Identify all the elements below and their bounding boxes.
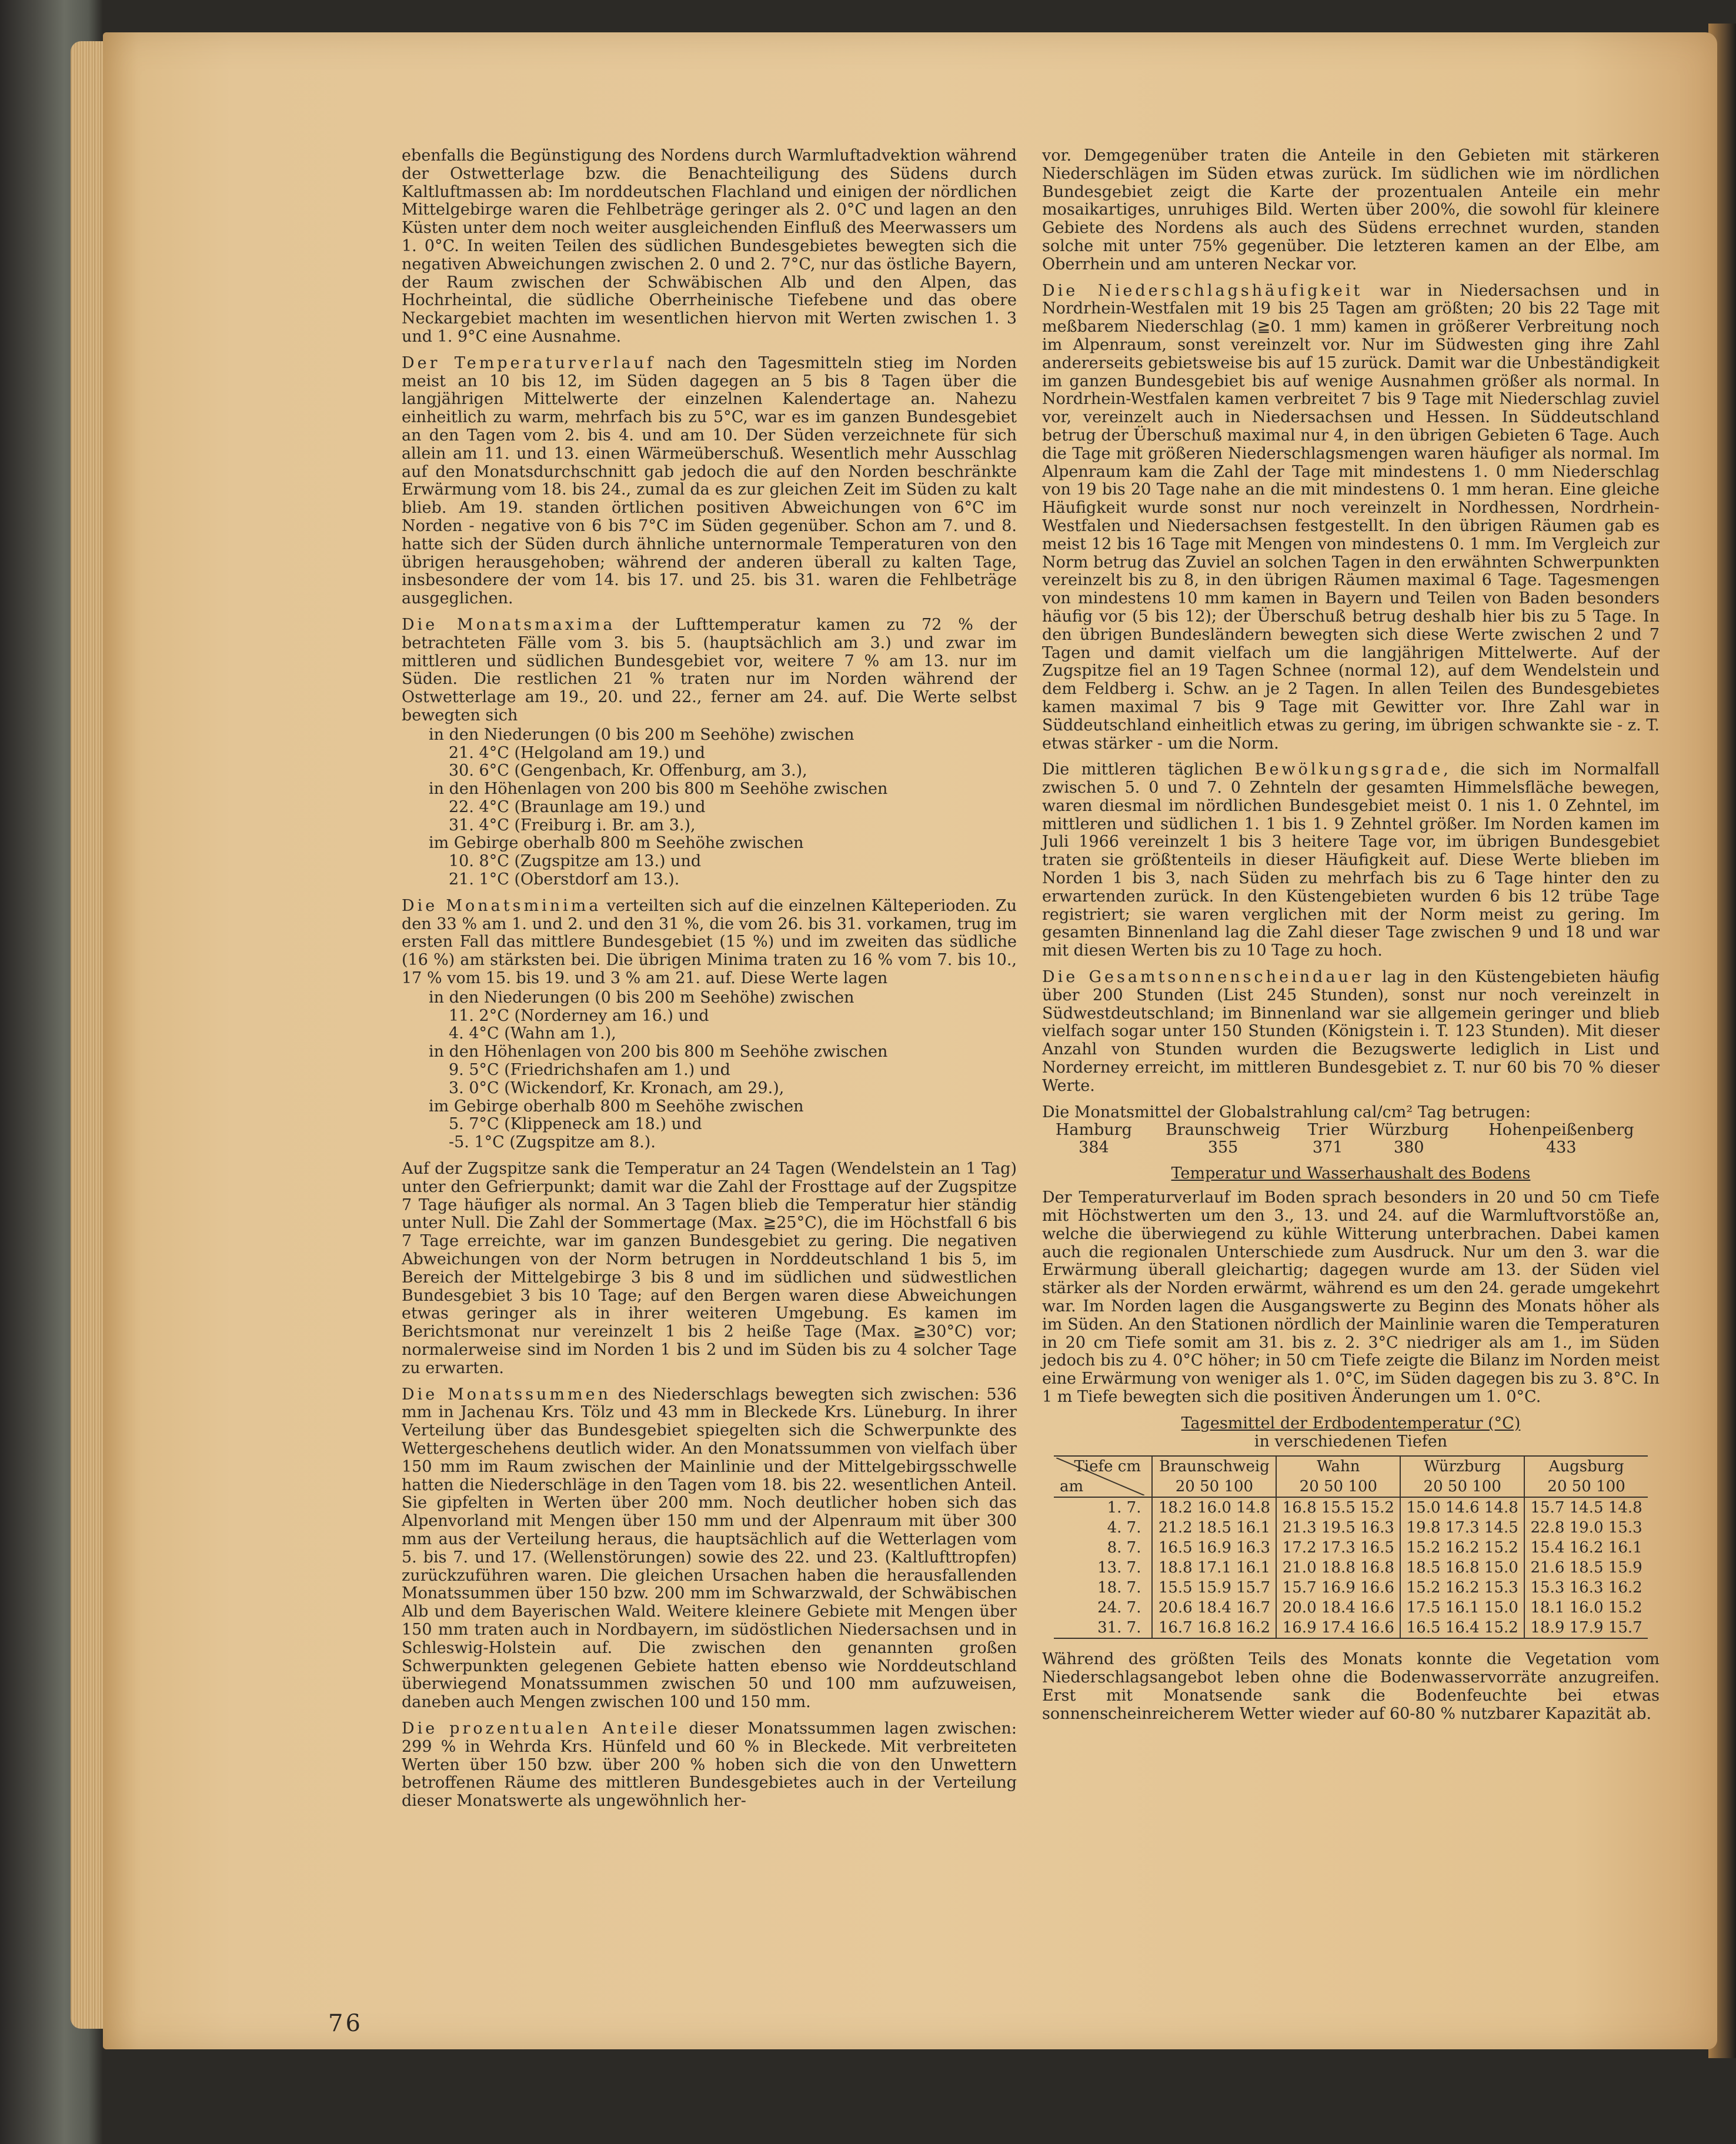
corner-label-date: am — [1060, 1478, 1084, 1496]
list-item: 5. 7°C (Klippeneck am 18.) und — [449, 1115, 702, 1134]
value-cell: 15.5 15.9 15.7 — [1152, 1578, 1276, 1598]
paragraph-monatsminima — [402, 897, 1017, 988]
value-cell: 21.0 18.8 16.8 — [1276, 1558, 1400, 1578]
list-item: 4. 4°C (Wahn am 1.), — [449, 1024, 616, 1043]
table-row — [1054, 1518, 1648, 1538]
table-row — [1054, 1497, 1648, 1518]
value-cell: 15.0 14.6 14.8 — [1400, 1497, 1524, 1518]
table-title: Tagesmittel der Erdbodentemperatur (°C) — [1181, 1414, 1521, 1432]
keyword-monatsmaxima: Die Monatsmaxima — [402, 615, 616, 634]
value-cell: 21.6 18.5 15.9 — [1524, 1558, 1648, 1578]
paragraph-vegetation: Während des größten Teils des Monats konnte die Vegetation vom Niederschlagsangebot leben ohne die Bodenwasservorräte anzugreifen. Erst mit Monatsende sank die Bodenfeuchte bei etwas sonnenscheinreicherem Wetter wieder auf 60-80 % nutzbarer Kapazität ab. — [1042, 1650, 1660, 1723]
station-value: 380 — [1394, 1138, 1424, 1157]
paragraph-bodentemperatur: Der Temperaturverlauf im Boden sprach besonders in 20 und 50 cm Tiefe mit Höchstwerten um den 3., 13. und 24. auf die Warmluftvorstöße an, welche die überwiegend zu kühle Witterung unterbrachen. Dabei kamen auch die regionalen Unterschiede zum Ausdruck. Nur um den 3. war die Erwärmung überall gleichartig; dagegen wurde am 13. der Süden viel stärker als der Norden erwärmt, während es um den 24. gerade umgekehrt war. Im Norden lagen die Ausgangswerte zu Beginn des Monats höher als im Süden. An den Stationen nördlich der Mainlinie waren die Temperaturen in 20 cm Tiefe somit am 31. bis z. 2. 3°C niedriger als am 1., im Süden jedoch bis zu 4. 0°C höher; in 50 cm Tiefe zeigte die Bilanz im Norden meist eine Erwärmung von weniger als 1. 0°C, im Süden dagegen bis zu 3. 8°C. In 1 m Tiefe bewegten sich die positiven Änderungen um 1. 0°C. — [1042, 1188, 1660, 1406]
date-cell: 31. 7. — [1054, 1618, 1152, 1638]
paragraph-text: der Lufttemperatur kamen zu 72 % der betrachteten Fälle vom 3. bis 5. (hauptsächlich am 3.) und zwar im mittleren und südlichen Bundesgebiet vor, weitere 7 % am 13. nur im Süden. Die restlichen 21 % traten nur im Norden während der Ostwetterlage am 19., 20. und 22., ferner am 24. auf. Die Werte selbst bewegten sich — [402, 615, 1017, 724]
paragraph-frosttage: Auf der Zugspitze sank die Temperatur an 24 Tagen (Wendelstein an 1 Tag) unter den Gefrierpunkt; damit war die Zahl der Frosttage auf der Zugspitze 7 Tage häufiger als normal. An 3 Tagen blieb die Temperatur hier ständig unter Null. Die Zahl der Sommertage (Max. ≧25°C), die im Höchstfall 6 bis 7 Tage erreichte, war im ganzen Bundesgebiet zu gering. Die negativen Abweichungen von der Norm betrugen in Norddeutschland 1 bis 5, im Bereich der Mittelgebirge 3 bis 8 und im südlichen und südwestlichen Bundesgebiet 3 bis 10 Tage; auf den Bergen waren diese Abweichungen etwas geringer als in ihrer weiteren Umgebung. Es kamen im Berichtsmonat nur vereinzelt 1 bis 2 heiße Tage (Max. ≧30°C) vor; normalerweise sind im Norden 1 bis 2 und im Süden bis zu 4 solcher Tage zu erwarten. — [402, 1160, 1017, 1377]
station-name: Würzburg — [1368, 1121, 1449, 1140]
minima-list — [402, 989, 1017, 1152]
paragraph-continuation: vor. Demgegenüber traten die Anteile in den Gebieten mit stärkeren Niederschlägen im Süden etwas zurück. Im südlichen wie im nördlichen Bundesgebiet zeigt die Karte der prozentualen Anteile ein mehr mosaikartiges, unruhiges Bild. Werten über 200%, die sowohl für kleinere Gebiete des Nordens als auch des Südens errechnet wurden, standen solche mit unter 75% gegenüber. Die letzteren kamen an der Elbe, am Oberrhein und am unteren Neckar vor. — [1042, 146, 1660, 273]
value-cell: 18.2 16.0 14.8 — [1152, 1497, 1276, 1518]
value-cell: 15.7 14.5 14.8 — [1524, 1497, 1648, 1518]
date-cell: 1. 7. — [1107, 1499, 1141, 1517]
paragraph-text: verteilten sich auf die einzelnen Kälteperioden. Zu den 33 % am 1. und 2. und den 31 %, die vom 26. bis 31. vorkamen, trug im ersten Fall das mittlere Bundesgebiet (15 %) und im zweiten das südliche (16 %) am stärksten bei. Die übrigen Minima traten zu 16 % vom 7. bis 10., 17 % vom 15. bis 19. und 3 % am 21. auf. Diese Werte lagen — [402, 896, 1017, 988]
station-value: 433 — [1546, 1138, 1577, 1157]
keyword-niederschlagshaeufigkeit: Die Niederschlagshäufigkeit — [1042, 281, 1363, 300]
list-item: 10. 8°C (Zugspitze am 13.) und — [449, 852, 702, 871]
right-column — [1042, 147, 1660, 1732]
paragraph-bewoelkung — [1042, 761, 1660, 960]
value-cell: 18.8 17.1 16.1 — [1152, 1558, 1276, 1578]
paragraph-monatsmaxima — [402, 616, 1017, 725]
page-number: 76 — [328, 2010, 363, 2037]
date-cell: 4. 7. — [1107, 1519, 1141, 1537]
list-item: 21. 4°C (Helgoland am 19.) und — [449, 743, 706, 762]
keyword-temperaturverlauf: Der Temperaturverlauf — [402, 353, 656, 372]
date-cell: 8. 7. — [1107, 1539, 1141, 1557]
value-cell: 15.7 16.9 16.6 — [1276, 1578, 1400, 1598]
depth-header: 20 50 100 — [1276, 1477, 1400, 1497]
keyword-sonnenscheindauer: Die Gesamtsonnenscheindauer — [1042, 968, 1374, 987]
globalstrahlung-table — [1042, 1121, 1660, 1157]
value-cell: 21.2 18.5 16.1 — [1152, 1518, 1276, 1538]
table-row — [1054, 1558, 1648, 1578]
station-name: Hohenpeißenberg — [1488, 1121, 1634, 1140]
station-name: Braunschweig — [1166, 1121, 1281, 1140]
depth-header: 20 50 100 — [1152, 1477, 1276, 1497]
paragraph-text: , die sich im Normalfall zwischen 5. 0 und 7. 0 Zehnteln der gesamten Himmelsfläche bewegen, waren diesmal im nördlichen Bundesgebiet meist 0. 1 nis 1. 0 Zehntel, im mittleren und südlichen 1. 1 bis 1. 9 Zehntel größer. Im Norden kamen im Juli 1966 vereinzelt 1 bis 3 heitere Tage vor, im übrigen Bundesgebiet traten sie größtenteils in dieser Häufigkeit auf. Diese Werte blieben im Norden 1 bis 3, nach Süden zu mehrfach bis zu 6 Tage hinter den zu erwartenden zurück. In den Küstengebieten wurden 6 bis 12 trübe Tage registriert; sie waren verglichen mit der Norm meist zu gering. Im gesamten Binnenland lag die Zahl dieser Tage zwischen 9 und 18 und war mit diesen Werten bis zu 10 Tage zu hoch. — [1042, 760, 1660, 960]
paragraph-text: nach den Tagesmitteln stieg im Norden meist an 10 bis 12, im Süden dagegen an 5 bis 8 Tagen über die langjährigen Mittelwerte der einzelnen Kalendertage an. Nahezu einheitlich zu warm, mehrfach bis zu 5°C, war es im ganzen Bundesgebiet an den Tagen vom 2. bis 4. und am 10. Der Süden verzeichnete für sich allein am 11. und 13. einen Wärmeüberschuß. Wesentlich mehr Ausschlag auf den Monatsdurchschnitt gab jedoch die auf den Norden beschränkte Erwärmung vom 18. bis 24., zumal da es zur gleichen Zeit im Süden zu kalt blieb. Am 19. standen örtlichen positiven Abweichungen von 6°C im Norden - negative von 6 bis 7°C im Süden gegenüber. Schon am 7. und 8. hatte sich der Süden durch ähnliche unternormale Temperaturen von den übrigen herausgehoben; während der anderen überall zu kalten Tage, insbesondere der vom 14. bis 17. und 25. bis 31. waren die Fehlbeträge ausgeglichen. — [402, 353, 1017, 608]
station-header: Augsburg — [1524, 1456, 1648, 1477]
globalstrahlung-intro: Die Monatsmittel der Globalstrahlung cal/cm² Tag betrugen: — [1042, 1103, 1531, 1121]
value-cell: 18.9 17.9 15.7 — [1524, 1618, 1648, 1638]
table-subtitle: in verschiedenen Tiefen — [1254, 1432, 1448, 1451]
list-item: 22. 4°C (Braunlage am 19.) und — [449, 797, 706, 816]
date-cell: 24. 7. — [1097, 1599, 1141, 1617]
list-item: 9. 5°C (Friedrichshafen am 1.) und — [449, 1061, 730, 1080]
depth-header: 20 50 100 — [1524, 1477, 1648, 1497]
depth-header: 20 50 100 — [1400, 1477, 1524, 1497]
date-cell: 18. 7. — [1097, 1579, 1141, 1597]
left-column — [402, 147, 1017, 1819]
list-item: 30. 6°C (Gengenbach, Kr. Offenburg, am 3.), — [449, 762, 807, 780]
value-cell: 21.3 19.5 16.3 — [1276, 1518, 1400, 1538]
paragraph-text: war in Niedersachsen und in Nordrhein-Westfalen mit 19 bis 25 Tagen am größten; 20 bis 22 Tage mit meßbarem Niederschlag (≧0. 1 mm) kamen in größerer Verbreitung noch im Alpenraum, sonst vereinzelt vor. Nur im Südwesten ging ihre Zahl andererseits gebietsweise bis auf 15 zurück. Damit war die Unbeständigkeit im ganzen Bundesgebiet bis auf wenige Ausnahmen größer als normal. In Nordrhein-Westfalen kamen verbreitet 7 bis 9 Tage mit Niederschlag zuviel vor, vereinzelt auch in Niedersachsen und Hessen. In Süddeutschland betrug der Überschuß maximal nur 4, in den übrigen Gebieten 6 Tage. Auch die Tage mit größeren Niederschlagsmengen waren häufiger als normal. Im Alpenraum kam die Zahl der Tage mit mindestens 1. 0 mm Niederschlag von 19 bis 20 Tage nahe an die mit mindestens 0. 1 mm heran. Eine gleiche Häufigkeit wurde sonst nur noch vereinzelt in Nordhessen, Nordrhein-Westfalen und Niedersachsen festgestellt. In den übrigen Räumen gab es meist 12 bis 16 Tage mit Mengen von mindestens 0. 1 mm. Im Vergleich zur Norm betrug das Zuviel an solchen Tagen in den erwähnten Schwerpunkten vereinzelt bis zu 8, in den übrigen Räumen maximal 6 Tage. Tagesmengen von mindestens 10 mm kamen in Bayern und Teilen von Baden besonders häufig vor (5 bis 12); der Überschuß betrug deshalb hier bis zu 5 Tage. In den übrigen Bundesländern bewegten sich diese Werte zwischen 2 und 7 Tagen und damit vielfach um die langjährigen Mittelwerte. Auf der Zugspitze fiel an 19 Tagen Schnee (normal 12), auf dem Wendelstein und dem Feldberg i. Schw. an je 2 Tagen. In allen Teilen des Bundesgebietes kamen maximal 7 bis 9 Tage mit Gewitter vor. Ihre Zahl war in Süddeutschland einheitlich etwas zu gering, im übrigen schwankte sie - z. T. etwas stärker - um die Norm. — [1042, 281, 1660, 753]
value-cell: 15.3 16.3 16.2 — [1524, 1578, 1648, 1598]
paragraph-sonnenscheindauer — [1042, 969, 1660, 1096]
station-value: 384 — [1079, 1138, 1109, 1157]
keyword-monatsminima: Die Monatsminima — [402, 896, 602, 915]
paragraph-temperaturverlauf — [402, 355, 1017, 608]
paragraph-prozentuale-anteile — [402, 1720, 1017, 1811]
table-row — [1054, 1598, 1648, 1618]
soil-temperature-table — [1054, 1455, 1648, 1639]
paragraph-niederschlagshaeufigkeit — [1042, 282, 1660, 753]
value-cell: 20.0 18.4 16.6 — [1276, 1598, 1400, 1618]
corner-label-depth: Tiefe cm — [1074, 1458, 1141, 1476]
station-header: Würzburg — [1400, 1456, 1524, 1477]
station-header: Wahn — [1276, 1456, 1400, 1477]
station-name: Trier — [1307, 1121, 1348, 1140]
value-cell: 16.8 15.5 15.2 — [1276, 1497, 1400, 1518]
list-item: im Gebirge oberhalb 800 m Seehöhe zwischen — [429, 834, 804, 853]
list-item: 11. 2°C (Norderney am 16.) und — [449, 1006, 709, 1025]
table-row — [1054, 1538, 1648, 1558]
section-heading: Temperatur und Wasserhaushalt des Bodens — [1171, 1164, 1531, 1183]
list-item: 21. 1°C (Oberstdorf am 13.). — [449, 870, 680, 889]
station-header: Braunschweig — [1152, 1456, 1276, 1477]
table-row — [1054, 1618, 1648, 1638]
value-cell: 17.2 17.3 16.5 — [1276, 1538, 1400, 1558]
list-item: in den Niederungen (0 bis 200 m Seehöhe) zwischen — [429, 988, 854, 1007]
value-cell: 16.5 16.9 16.3 — [1152, 1538, 1276, 1558]
list-item: im Gebirge oberhalb 800 m Seehöhe zwischen — [429, 1097, 804, 1116]
paragraph-text: Die mittleren täglichen — [1042, 760, 1255, 779]
value-cell: 19.8 17.3 14.5 — [1400, 1518, 1524, 1538]
value-cell: 16.7 16.8 16.2 — [1152, 1618, 1276, 1638]
value-cell: 15.2 16.2 15.2 — [1400, 1538, 1524, 1558]
table-corner-header — [1054, 1456, 1152, 1497]
list-item: in den Niederungen (0 bis 200 m Seehöhe) zwischen — [429, 725, 854, 744]
paragraph-intro: ebenfalls die Begünstigung des Nordens durch Warmluftadvektion während der Ostwetterlage bzw. die Benachteiligung des Südens durch Kaltluftmassen ab: Im norddeutschen Flachland und einigen der nördlichen Mittelgebirge waren die Fehlbeträge geringer als 2. 0°C und lagen an den Küsten unter dem noch weiter ausgleichenden Einfluß des Meerwassers um 1. 0°C. In weiten Teilen des südlichen Bundesgebietes bewegten sich die negativen Abweichungen zwischen 2. 0 und 2. 7°C, nur das östliche Bayern, der Raum zwischen der Schwäbischen Alb und den Alpen, das Hochrheintal, die südliche Oberrheinische Tiefebene und das obere Neckargebiet machten im wesentlichen hiervon mit Werten zwischen 1. 3 und 1. 9°C eine Ausnahme. — [402, 146, 1017, 346]
maxima-list — [402, 726, 1017, 889]
paragraph-text: des Niederschlags bewegten sich zwischen: 536 mm in Jachenau Krs. Tölz und 43 mm in Bleckede Krs. Lüneburg. In ihrer Verteilung über das Bundesgebiet spiegelten sich die Schwerpunkte des Wettergeschehens deutlich wider. An den Monatssummen von vielfach über 150 mm im Raum zwischen der Mainlinie und der Mittelgebirgsschwelle hatten die Niederschläge in den Tagen vom 18. bis 22. wesentlichen Anteil. Sie gipfelten in Werten über 200 mm. Noch deutlicher hoben sich das Alpenvorland mit Mengen über 150 mm und der Alpenraum mit über 300 mm aus der Verteilung heraus, die hauptsächlich auf die Wetterlagen vom 5. bis 7. und 17. (Wellenstörungen) sowie des 22. und 23. (Kaltlufttropfen) zurückzuführen waren. Die gleichen Ursachen haben die herausfallenden Monatssummen über 150 bzw. 200 mm im Schwarzwald, der Schwäbischen Alb und dem Bayerischen Wald. Weitere kleinere Gebiete mit Mengen über 150 mm traten auch in Nordbayern, im südöstlichen Niedersachsen und in Schleswig-Holstein auf. Die zwischen den genannten großen Schwerpunkten gelegenen Gebiete hatten ebenso wie Norddeutschland überwiegend Monatssummen zwischen 50 und 100 mm aufzuweisen, daneben auch Mengen zwischen 100 und 150 mm. — [402, 1385, 1017, 1712]
value-cell: 17.5 16.1 15.0 — [1400, 1598, 1524, 1618]
date-cell: 13. 7. — [1097, 1559, 1141, 1577]
station-name: Hamburg — [1055, 1121, 1132, 1140]
value-cell: 22.8 19.0 15.3 — [1524, 1518, 1648, 1538]
list-item: 3. 0°C (Wickendorf, Kr. Kronach, am 29.), — [449, 1078, 784, 1097]
value-cell: 15.2 16.2 15.3 — [1400, 1578, 1524, 1598]
paragraph-monatssummen — [402, 1386, 1017, 1712]
value-cell: 18.5 16.8 15.0 — [1400, 1558, 1524, 1578]
list-item: in den Höhenlagen von 200 bis 800 m Seehöhe zwischen — [429, 1043, 888, 1061]
value-cell: 15.4 16.2 16.1 — [1524, 1538, 1648, 1558]
list-item: -5. 1°C (Zugspitze am 8.). — [449, 1133, 656, 1152]
value-cell: 16.9 17.4 16.6 — [1276, 1618, 1400, 1638]
paragraph-text: dieser Monatssummen lagen zwischen: 299 % in Wehrda Krs. Hünfeld und 60 % in Bleckede. Mit verbreiteten Werten über 150 bzw. über 200 % hoben sich die von den Unwettern betroffenen Räume des mittleren Bundesgebietes auch in der Verteilung dieser Monatswerte als ungewöhnlich her- — [402, 1719, 1017, 1811]
list-item: in den Höhenlagen von 200 bis 800 m Seehöhe zwischen — [429, 780, 888, 799]
station-value: 371 — [1312, 1138, 1343, 1157]
keyword-prozentuale-anteile: Die prozentualen Anteile — [402, 1719, 680, 1738]
keyword-bewoelkungsgrade: Bewölkungsgrade — [1254, 760, 1444, 779]
value-cell: 18.1 16.0 15.2 — [1524, 1598, 1648, 1618]
list-item: 31. 4°C (Freiburg i. Br. am 3.), — [449, 816, 696, 834]
paragraph-text: lag in den Küstengebieten häufig über 200 Stunden (List 245 Stunden), sonst nur noch vereinzelt in Südwestdeutschland; im Binnenland war sie allgemein geringer und blieb vielfach sogar unter 150 Stunden (Königstein i. T. 123 Stunden). Mit dieser Anzahl von Stunden wurden die Bezugswerte lediglich in List und Norderney erreicht, im mittleren Bundesgebiet z. T. nur 60 bis 70 % dieser Werte. — [1042, 968, 1660, 1095]
keyword-monatssummen: Die Monatssummen — [402, 1385, 612, 1404]
table-row — [1054, 1578, 1648, 1598]
station-value: 355 — [1207, 1138, 1238, 1157]
value-cell: 20.6 18.4 16.7 — [1152, 1598, 1276, 1618]
value-cell: 16.5 16.4 15.2 — [1400, 1618, 1524, 1638]
